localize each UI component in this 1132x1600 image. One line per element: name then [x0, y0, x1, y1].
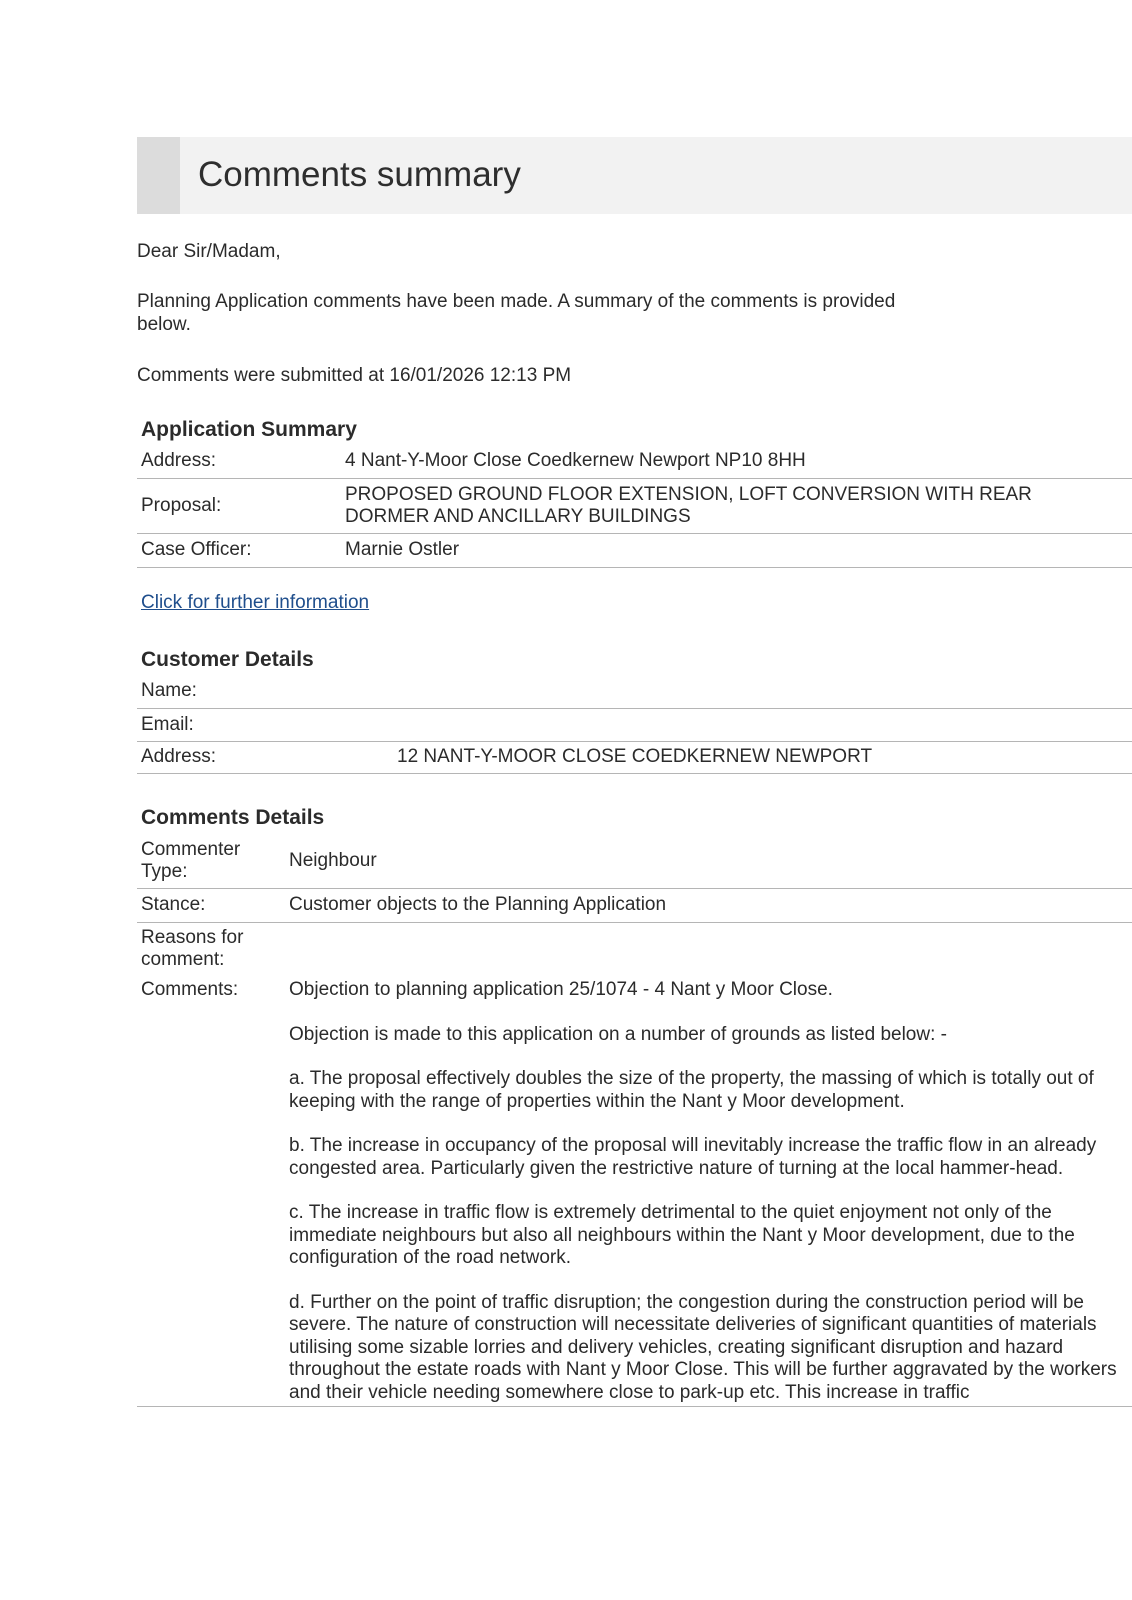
commenter-type-value: Neighbour	[285, 834, 1132, 888]
comment-paragraph: Objection to planning application 25/1074 - 4 Nant y Moor Close.	[289, 979, 833, 1000]
header-accent-block	[137, 137, 180, 214]
customer-details-title: Customer Details	[141, 648, 314, 671]
stance-row	[137, 888, 1132, 922]
commenter-type-row	[137, 834, 1132, 888]
page-header	[137, 137, 1132, 214]
application-address-label: Address:	[137, 445, 341, 478]
customer-email-value	[393, 708, 1132, 741]
proposal-value: PROPOSED GROUND FLOOR EXTENSION, LOFT CONVERSION WITH REAR DORMER AND ANCILLARY BUILDINGS	[341, 478, 1132, 533]
application-summary-title: Application Summary	[141, 418, 357, 441]
customer-address-value: 12 NANT-Y-MOOR CLOSE COEDKERNEW NEWPORT	[393, 741, 1132, 773]
further-information-link[interactable]: Click for further information	[141, 592, 370, 613]
submitted-timestamp: Comments were submitted at 16/01/2026 12:13 PM	[137, 365, 572, 386]
case-officer-row	[137, 533, 1132, 567]
customer-email-row	[137, 708, 1132, 741]
application-address-value: 4 Nant-Y-Moor Close Coedkernew Newport NP10 8HH	[341, 445, 1132, 478]
document-page	[137, 0, 1132, 1600]
application-address-row	[137, 445, 1132, 478]
proposal-label: Proposal:	[137, 478, 341, 533]
customer-name-label: Name:	[137, 675, 393, 708]
reasons-label: Reasons for comment:	[141, 927, 244, 971]
customer-name-value	[393, 675, 1132, 708]
comments-text	[285, 976, 1132, 1407]
comments-details-title: Comments Details	[141, 806, 325, 829]
comment-paragraph: d. Further on the point of traffic disruption; the congestion during the construction period will be severe. The nature of construction will necessitate deliveries of significant quantities of materials utilising some sizable lorries and delivery vehicles, creating significant disruption and hazard throughout the estate roads with Nant y Moor Close. This will be further aggravated by the workers and their vehicle needing somewhere close to park-up etc. This increase in traffic	[289, 1291, 1117, 1403]
reasons-row	[137, 922, 1132, 976]
proposal-row	[137, 478, 1132, 533]
comment-paragraph: b. The increase in occupancy of the proposal will inevitably increase the traffic flow in an already congested area. Particularly given the restrictive nature of turning at the local hammer-head.	[289, 1135, 1097, 1179]
stance-label: Stance:	[137, 888, 285, 922]
customer-address-label: Address:	[137, 741, 393, 773]
customer-details-table	[137, 675, 1132, 774]
comments-row	[137, 976, 1132, 1407]
application-summary-table	[137, 445, 1132, 568]
comments-details-table	[137, 834, 1132, 1407]
commenter-type-label: Commenter Type:	[137, 834, 285, 888]
customer-address-row	[137, 741, 1132, 773]
comments-label: Comments:	[137, 976, 285, 1407]
customer-name-row	[137, 675, 1132, 708]
customer-email-label: Email:	[137, 708, 393, 741]
salutation: Dear Sir/Madam,	[137, 241, 281, 262]
reasons-value	[285, 922, 1132, 976]
comment-paragraph: c. The increase in traffic flow is extremely detrimental to the quiet enjoyment not only of the immediate neighbours but also all neighbours within the Nant y Moor development, due to the configuration of the road network.	[289, 1202, 1075, 1268]
page-title: Comments summary	[198, 155, 521, 194]
comment-paragraph: Objection is made to this application on a number of grounds as listed below: -	[289, 1023, 947, 1045]
case-officer-value: Marnie Ostler	[341, 533, 1132, 567]
comment-paragraph: a. The proposal effectively doubles the size of the property, the massing of which is totally out of keeping with the range of properties within the Nant y Moor development.	[289, 1068, 1094, 1112]
intro-message: Planning Application comments have been made. A summary of the comments is provided below.	[137, 291, 896, 335]
stance-value: Customer objects to the Planning Application	[285, 888, 1132, 922]
case-officer-label: Case Officer:	[137, 533, 341, 567]
